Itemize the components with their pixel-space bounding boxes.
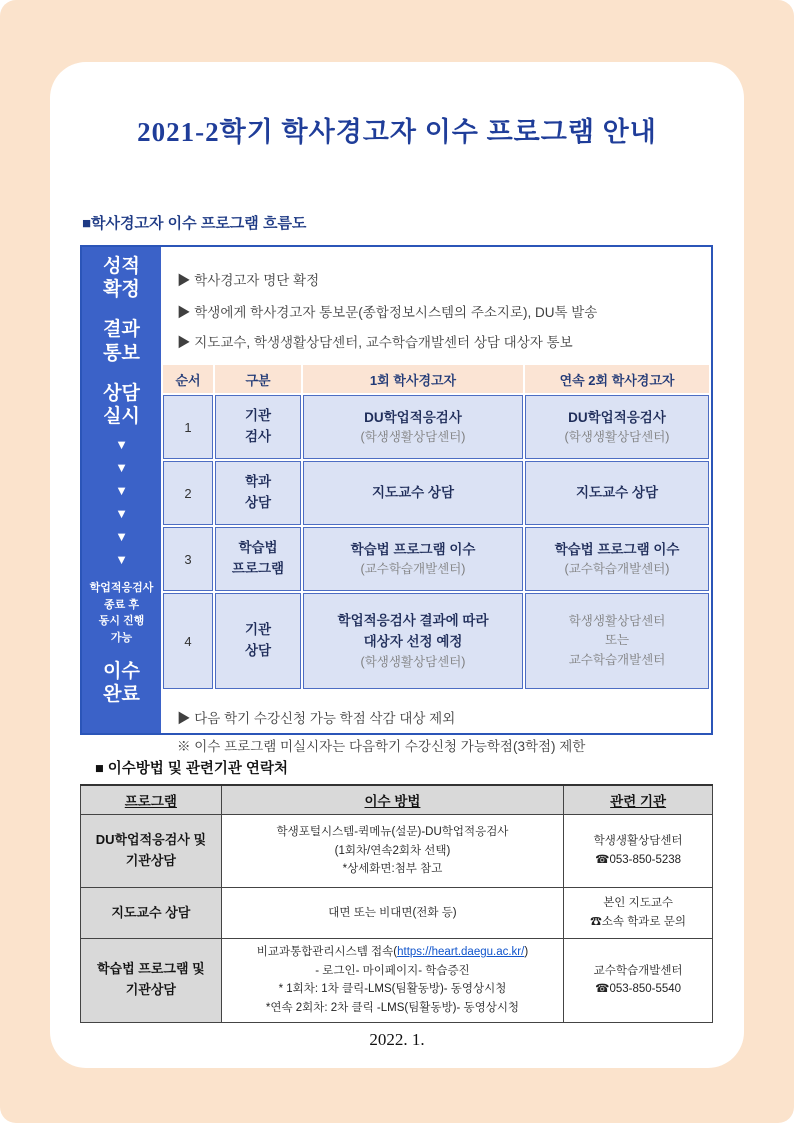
complete-content	[161, 691, 711, 763]
section2-heading: ■ 이수방법 및 관련기관 연락처	[95, 761, 288, 777]
confirm-content	[161, 247, 711, 299]
cell-second: 학습법 프로그램 이수 (교수학습개발센터)	[525, 527, 709, 591]
table-row	[163, 593, 709, 689]
phone-number: ☎소속 학과로 문의	[590, 916, 686, 928]
cell-first: 학업적응검사 결과에 따라 대상자 선정 예정 (학생생활상담센터)	[303, 593, 523, 689]
org-cell: 학생생활상담센터 ☎053-850-5238	[564, 815, 713, 888]
stage-counsel: 상담 실시	[103, 382, 140, 427]
cell-second: 지도교수 상담	[525, 461, 709, 525]
header-order: 순서	[163, 365, 213, 393]
program-cell: 지도교수 상담	[81, 888, 222, 939]
header-org: 관련 기관	[564, 785, 713, 815]
bullet-line: ▶ 학사경고자 명단 확정	[177, 273, 320, 288]
row-category: 학습법 프로그램	[215, 527, 301, 591]
heart-system-link[interactable]: https://heart.daegu.ac.kr/	[397, 946, 525, 958]
method-cell: 비교과통합관리시스템 접속(https://heart.daegu.ac.kr/) - 로그인- 마이페이지- 학습증진 * 1회차: 1차 클릭-LMS(팀활동방)- 동영상시청 *연속 2회차: 2차 클릭 -LMS(팀활동방)- 동영상시청	[221, 939, 564, 1023]
header-second-warning: 연속 2회 학사경고자	[525, 365, 709, 393]
row-no: 4	[163, 593, 213, 689]
org-cell: 본인 지도교수 ☎소속 학과로 문의	[564, 888, 713, 939]
contact-row	[81, 939, 713, 1023]
row-no: 1	[163, 395, 213, 459]
cell-first: 지도교수 상담	[303, 461, 523, 525]
contact-row	[81, 888, 713, 939]
method-cell: 학생포털시스템-퀵메뉴(설문)-DU학업적응검사 (1회차/연속2회차 선택) *상세화면:첨부 참고	[221, 815, 564, 888]
bullet-line: ※ 이수 프로그램 미실시자는 다음학기 수강신청 가능학점(3학점) 제한	[177, 739, 586, 754]
phone-number: ☎053-850-5540	[595, 983, 682, 996]
contact-row	[81, 815, 713, 888]
bullet-line: ▶ 지도교수, 학생생활상담센터, 교수학습개발센터 상담 대상자 통보	[177, 335, 573, 350]
header-program: 프로그램	[81, 785, 222, 815]
flow-content	[161, 247, 711, 754]
row-no: 3	[163, 527, 213, 591]
notify-content	[161, 299, 711, 361]
row-category: 기관 검사	[215, 395, 301, 459]
table-row	[163, 461, 709, 525]
down-arrow-icon: ▼	[115, 437, 128, 453]
bullet-line: ▶ 학생에게 학사경고자 통보문(종합정보시스템의 주소지로), DU톡 발송	[177, 305, 598, 320]
program-cell: DU학업적응검사 및 기관상담	[81, 815, 222, 888]
row-category: 기관 상담	[215, 593, 301, 689]
method-cell: 대면 또는 비대면(전화 등)	[221, 888, 564, 939]
method-link-line: 비교과통합관리시스템 접속(https://heart.daegu.ac.kr/)	[256, 946, 529, 958]
down-arrow-icon: ▼	[115, 529, 128, 545]
down-arrow-icon: ▼	[115, 460, 128, 476]
program-cell: 학습법 프로그램 및 기관상담	[81, 939, 222, 1023]
cell-first: 학습법 프로그램 이수 (교수학습개발센터)	[303, 527, 523, 591]
header-category: 구분	[215, 365, 301, 393]
down-arrow-icon: ▼	[115, 506, 128, 522]
down-arrow-icon: ▼	[115, 483, 128, 499]
row-no: 2	[163, 461, 213, 525]
row-category: 학과 상담	[215, 461, 301, 525]
flow-table	[80, 245, 713, 754]
down-arrow-icon: ▼	[115, 552, 128, 568]
section1-heading: ■학사경고자 이수 프로그램 흐름도	[82, 215, 307, 232]
cell-first: DU학업적응검사 (학생생활상담센터)	[303, 395, 523, 459]
flow-stage-rail	[82, 247, 161, 733]
footer-date: 2022. 1.	[369, 1030, 425, 1049]
table-row	[163, 527, 709, 591]
cell-second: DU학업적응검사 (학생생활상담센터)	[525, 395, 709, 459]
rail-side-note: 학업적응검사 종료 후 동시 진행 가능	[89, 582, 154, 644]
stage-complete: 이수 완료	[103, 661, 140, 706]
counsel-table-wrap	[161, 363, 711, 691]
contact-header-row	[81, 785, 713, 815]
header-first-warning: 1회 학사경고자	[303, 365, 523, 393]
table-row	[163, 395, 709, 459]
contact-table	[80, 784, 713, 1023]
table-header-row	[163, 365, 709, 393]
page-title: 2021-2학기 학사경고자 이수 프로그램 안내	[137, 117, 657, 147]
header-method: 이수 방법	[221, 785, 564, 815]
org-cell: 교수학습개발센터 ☎053-850-5540	[564, 939, 713, 1023]
stage-grade-confirm: 성적 확정	[103, 256, 140, 301]
bullet-line: ▶ 다음 학기 수강신청 가능 학점 삭감 대상 제외	[177, 711, 456, 726]
counsel-schedule-table	[161, 363, 711, 691]
phone-number: ☎053-850-5238	[595, 854, 682, 866]
stage-result-notify: 결과 통보	[103, 319, 140, 364]
cell-second: 학생생활상담센터 또는 교수학습개발센터	[525, 593, 709, 689]
